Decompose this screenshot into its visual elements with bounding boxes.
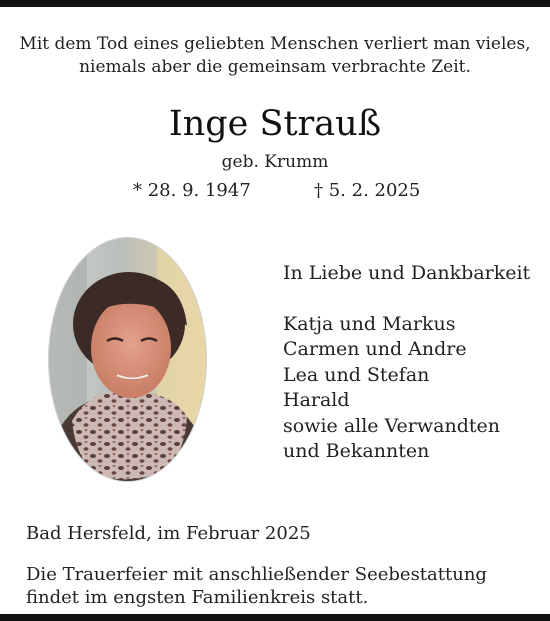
portrait-photo — [47, 236, 208, 483]
family-lead: In Liebe und Dankbarkeit — [283, 262, 531, 284]
deceased-name: Inge Strauß — [168, 104, 382, 144]
place-and-date: Bad Hersfeld, im Februar 2025 — [26, 523, 311, 544]
family-member: Carmen und Andre — [283, 338, 467, 360]
birth-name: geb. Krumm — [221, 152, 329, 172]
funeral-info — [26, 563, 487, 609]
motto — [0, 33, 550, 79]
birth-date: * 28. 9. 1947 — [133, 180, 251, 201]
motto-line-2: niemals aber die gemeinsam verbrachte Zeit. — [79, 57, 471, 77]
mourners-list — [283, 261, 530, 465]
family-member: Lea und Stefan — [283, 363, 430, 386]
family-member: Harald — [283, 389, 350, 411]
motto-line-1: Mit dem Tod eines geliebten Menschen verliert man vieles, — [19, 34, 531, 54]
death-date: † 5. 2. 2025 — [314, 180, 421, 201]
family-member: Katja und Markus — [283, 312, 456, 335]
funeral-info-line-1: Die Trauerfeier mit anschließender Seebestattung — [26, 564, 487, 585]
family-member: und Bekannten — [283, 440, 430, 462]
funeral-info-line-2: findet im engsten Familienkreis statt. — [26, 587, 369, 608]
family-member: sowie alle Verwandten — [283, 414, 500, 437]
